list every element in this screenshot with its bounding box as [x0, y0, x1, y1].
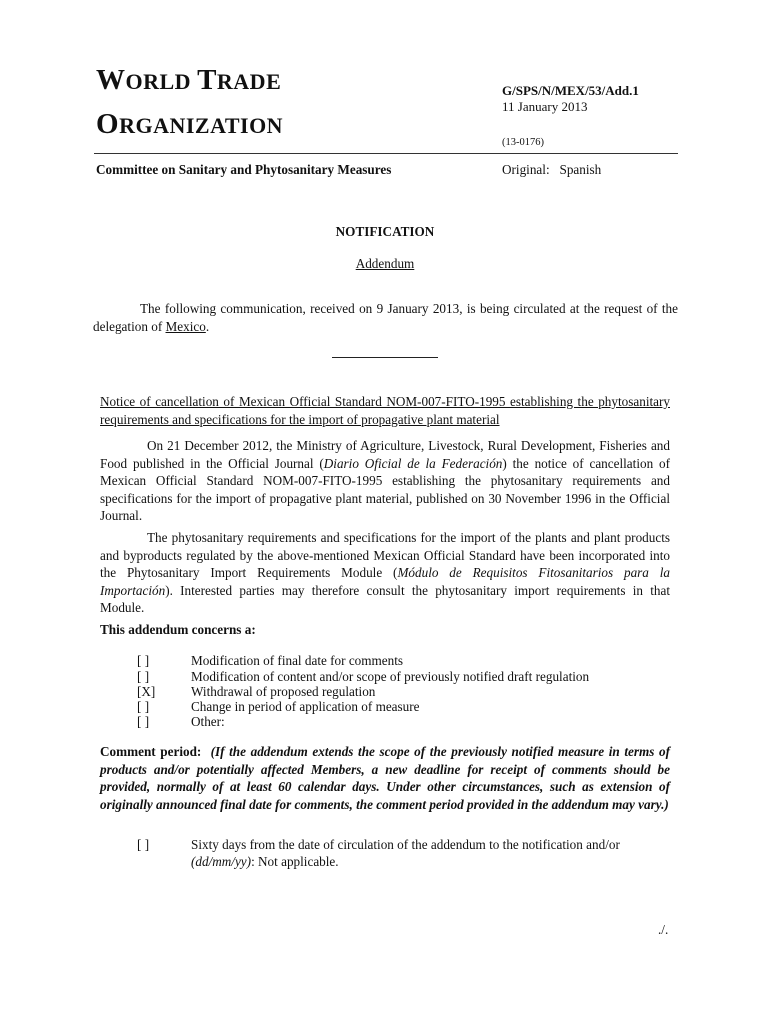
checkbox-checked: [X]	[137, 684, 156, 699]
organization-name-line2: ORGANIZATION	[96, 108, 284, 140]
addendum-subheading: Addendum	[355, 256, 415, 271]
header-divider	[94, 153, 678, 154]
continuation-mark: ./.	[658, 922, 669, 937]
concern-item-other: [ ] Other:	[137, 714, 225, 729]
notification-heading: NOTIFICATION	[335, 224, 435, 239]
checkbox: [ ]	[137, 837, 150, 852]
organization-name-line1: WORLD TRADE	[96, 64, 282, 96]
notice-paragraph-1: On 21 December 2012, the Ministry of Agriculture, Livestock, Rural Development, Fisheries and Food published in the Official Journal (Diario Oficial de la Federación) the notice of cancellation of Mexican Official Standard NOM-007-FITO-1995 establishing the phytosanitary requirements and specifications for the import of propagative plant material, published on 30 November 1996 in the Official Journal.	[100, 438, 670, 524]
concern-item-withdrawal: [X] Withdrawal of proposed regulation	[137, 684, 376, 699]
concern-item-content: [ ] Modification of content and/or scope of previously notified draft regulation	[137, 669, 590, 684]
notice-paragraph-2: The phytosanitary requirements and specifications for the import of the plants and plant products and byproducts regulated by the above-mentioned Mexican Official Standard have been incorporated into the Phytosanitary Import Requirements Module (Módulo de Requisitos Fitosanitarios para la Importación). Interested parties may therefore consult the phytosanitary import requirements in that Module.	[100, 530, 670, 616]
original-language: Original: Spanish	[502, 162, 602, 177]
checkbox: [ ]	[137, 699, 150, 714]
document-symbol: G/SPS/N/MEX/53/Add.1	[502, 83, 639, 98]
notice-title: Notice of cancellation of Mexican Official Standard NOM-007-FITO-1995 establishing the phytosanitary requirements and specifications for the import of propagative plant material	[100, 394, 670, 427]
document-number: (13-0176)	[502, 137, 544, 148]
separator-line	[332, 357, 438, 358]
checkbox: [ ]	[137, 714, 150, 729]
intro-paragraph: The following communication, received on 9 January 2013, is being circulated at the request of the delegation of Mexico.	[93, 301, 678, 334]
committee-name: Committee on Sanitary and Phytosanitary Measures	[96, 162, 392, 177]
country-link: Mexico	[165, 318, 206, 334]
concerns-heading: This addendum concerns a:	[100, 622, 256, 637]
comment-period-paragraph: Comment period: (If the addendum extends the scope of the previously notified measure in terms of products and/or potentially affected Members, a new deadline for receipt of comments should be provided, normally of at least 60 calendar days. Under other circumstances, such as extension of originally announced final date for comments, the comment period provided in the addendum may vary.)	[100, 744, 671, 812]
concern-item-date: [ ] Modification of final date for comments	[137, 653, 404, 668]
document-date: 11 January 2013	[502, 99, 588, 114]
checkbox: [ ]	[137, 653, 150, 668]
concern-item-period: [ ] Change in period of application of measure	[137, 699, 420, 714]
comment-option: [ ] Sixty days from the date of circulation of the addendum to the notification and/or (dd/mm/yy): Not applicable.	[137, 837, 620, 869]
checkbox: [ ]	[137, 669, 150, 684]
